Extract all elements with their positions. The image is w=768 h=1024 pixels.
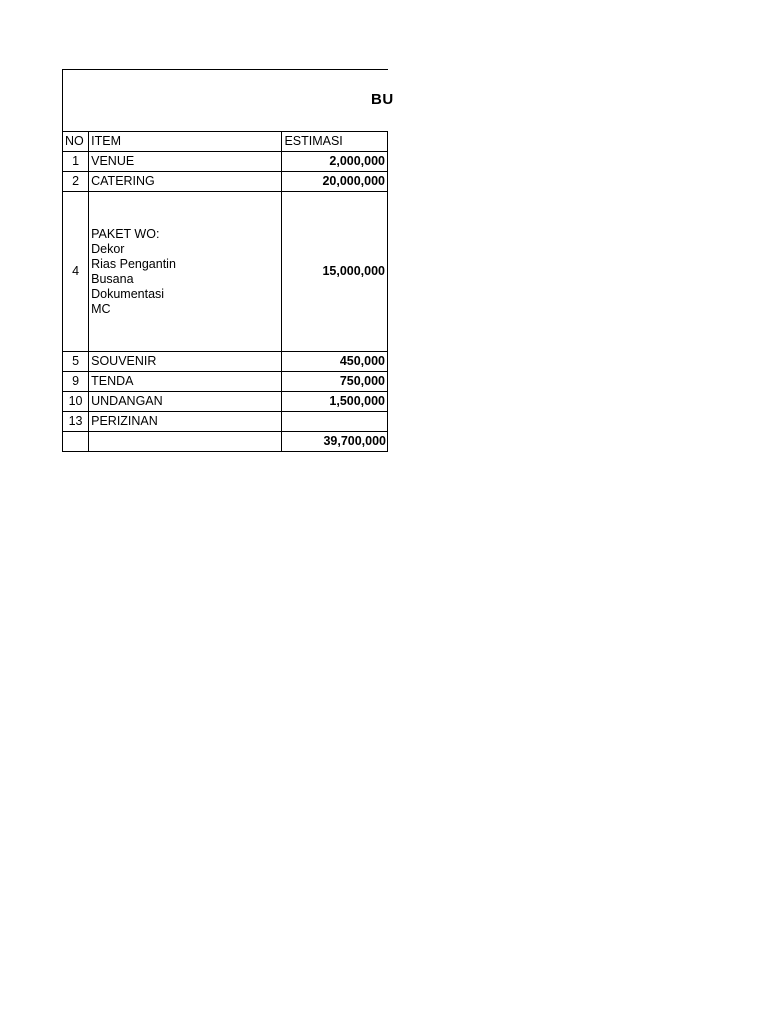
row-no[interactable]: 2 bbox=[63, 172, 89, 192]
table-row bbox=[63, 192, 388, 352]
row-no[interactable]: 10 bbox=[63, 392, 89, 412]
item-line: MC bbox=[91, 301, 111, 316]
row-estimate[interactable]: 2,000,000 bbox=[282, 152, 388, 172]
budget-sheet bbox=[62, 69, 394, 452]
row-no[interactable]: 9 bbox=[63, 372, 89, 392]
row-estimate[interactable]: 15,000,000 bbox=[282, 192, 388, 352]
total-item-cell[interactable] bbox=[89, 432, 282, 452]
header-estimate[interactable]: ESTIMASI bbox=[282, 132, 388, 152]
total-row bbox=[63, 432, 388, 452]
row-no[interactable]: 4 bbox=[63, 192, 89, 352]
row-estimate[interactable] bbox=[282, 412, 388, 432]
row-item[interactable]: TENDA bbox=[89, 372, 282, 392]
row-item[interactable]: UNDANGAN bbox=[89, 392, 282, 412]
item-line: Dekor bbox=[91, 241, 125, 256]
row-item[interactable]: PERIZINAN bbox=[89, 412, 282, 432]
table-row bbox=[63, 172, 388, 192]
row-no[interactable]: 1 bbox=[63, 152, 89, 172]
table-row bbox=[63, 412, 388, 432]
budget-table bbox=[62, 69, 388, 452]
row-item[interactable]: VENUE bbox=[89, 152, 282, 172]
item-line: Busana bbox=[91, 271, 134, 286]
row-no[interactable]: 5 bbox=[63, 352, 89, 372]
table-row bbox=[63, 152, 388, 172]
row-estimate[interactable]: 750,000 bbox=[282, 372, 388, 392]
table-row bbox=[63, 372, 388, 392]
item-line: Rias Pengantin bbox=[91, 256, 176, 271]
header-no[interactable]: NO bbox=[63, 132, 89, 152]
row-no[interactable]: 13 bbox=[63, 412, 89, 432]
title-cell[interactable] bbox=[63, 70, 388, 132]
table-row bbox=[63, 392, 388, 412]
row-item[interactable]: SOUVENIR bbox=[89, 352, 282, 372]
header-row bbox=[63, 132, 388, 152]
item-line: Dokumentasi bbox=[91, 286, 165, 301]
item-line: PAKET WO: bbox=[91, 226, 160, 241]
total-estimate[interactable]: 39,700,000 bbox=[282, 432, 388, 452]
title-row bbox=[63, 70, 388, 132]
row-estimate[interactable]: 20,000,000 bbox=[282, 172, 388, 192]
row-estimate[interactable]: 450,000 bbox=[282, 352, 388, 372]
row-estimate[interactable]: 1,500,000 bbox=[282, 392, 388, 412]
header-item[interactable]: ITEM bbox=[89, 132, 282, 152]
row-item[interactable]: CATERING bbox=[89, 172, 282, 192]
sheet-title: BU bbox=[371, 91, 394, 108]
row-item-multiline[interactable] bbox=[89, 192, 282, 352]
total-no-cell[interactable] bbox=[63, 432, 89, 452]
table-row bbox=[63, 352, 388, 372]
